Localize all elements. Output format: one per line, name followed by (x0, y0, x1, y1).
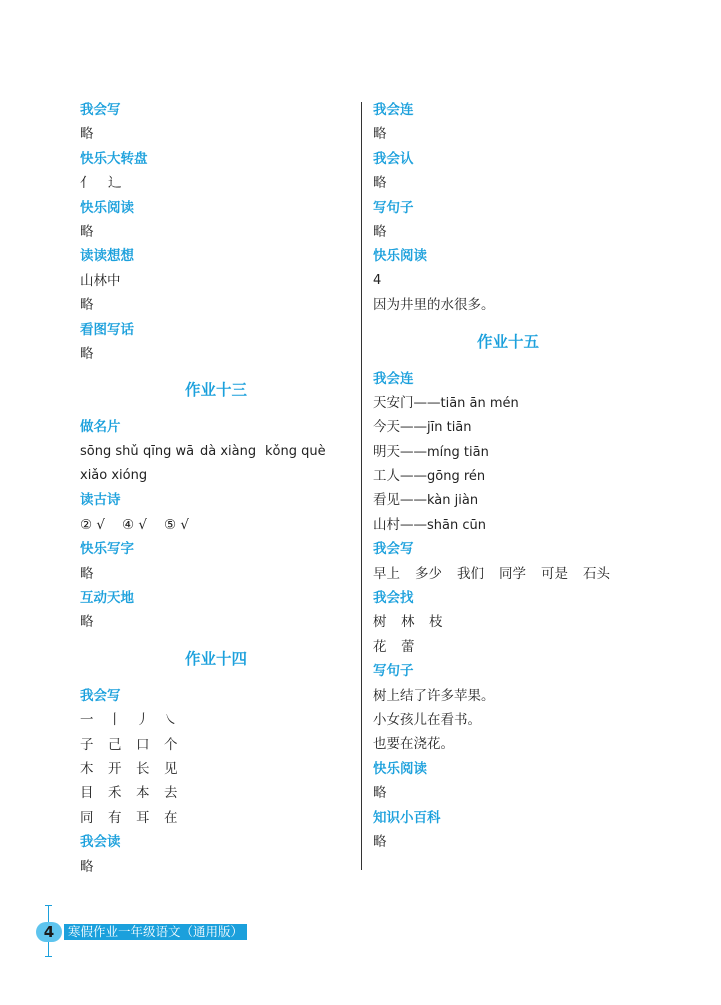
section-heading: 看图写话 (80, 321, 134, 338)
char-row (373, 610, 673, 634)
word: 我们 (457, 565, 484, 582)
section-heading: 知识小百科 (373, 809, 441, 826)
footer-tick (45, 905, 52, 906)
section-heading: 快乐大转盘 (80, 150, 148, 167)
char: 枝 (429, 614, 443, 631)
word: 可是 (541, 565, 568, 582)
char: 己 (108, 736, 122, 753)
answer-text (80, 171, 352, 195)
section-heading: 快乐阅读 (373, 760, 427, 777)
char: 去 (164, 785, 178, 802)
match-pinyin: kàn jiàn (427, 493, 479, 509)
section-heading: 做名片 (80, 419, 121, 436)
char: 长 (136, 760, 150, 777)
left-column (80, 98, 352, 879)
answer-text: 略 (80, 858, 94, 875)
match-item (373, 440, 673, 464)
section-heading: 我会认 (373, 150, 414, 167)
char: 丿 (136, 712, 150, 729)
section-heading: 我会连 (373, 102, 414, 118)
char: 木 (80, 760, 94, 777)
char-row (80, 757, 352, 781)
word-row (373, 562, 673, 586)
answer-text: 4 (373, 272, 382, 288)
check-answer: ② √ (80, 516, 105, 533)
answer-text: 略 (373, 833, 387, 850)
pinyin-line: xiǎo xióng (80, 468, 148, 484)
char: ㇏ (164, 712, 178, 729)
answer-text (80, 513, 352, 537)
section-heading: 快乐阅读 (80, 199, 134, 216)
section-heading: 快乐写字 (80, 541, 134, 558)
check-answer: ⑤ √ (164, 516, 189, 533)
radical: 辶 (108, 175, 122, 192)
char-row (80, 733, 352, 757)
char: 有 (108, 809, 122, 826)
answer-text: 略 (373, 175, 387, 192)
char: 禾 (108, 785, 122, 802)
char: 耳 (136, 809, 150, 826)
right-column (373, 98, 673, 854)
word: 同学 (499, 565, 526, 582)
page-number: 4 (36, 922, 62, 942)
match-word: 天安门—— (373, 394, 441, 411)
radical: 亻 (80, 175, 94, 192)
match-item (373, 513, 673, 537)
match-pinyin: shān cūn (427, 517, 486, 533)
match-word: 山村—— (373, 516, 427, 533)
section-heading: 我会写 (80, 102, 121, 118)
chapter-title: 作业十五 (476, 332, 539, 351)
match-pinyin: gōng rén (427, 469, 486, 485)
section-heading: 我会读 (80, 834, 121, 851)
answer-text: 小女孩儿在看书。 (373, 711, 481, 728)
answer-text: 略 (373, 223, 387, 240)
answer-text: 略 (373, 126, 387, 143)
match-item (373, 415, 673, 439)
section-heading: 读古诗 (80, 492, 121, 509)
answer-text: 树上结了许多苹果。 (373, 687, 495, 704)
pinyin-word: dà xiàng (200, 443, 257, 459)
match-word: 看见—— (373, 492, 427, 509)
char: 林 (401, 614, 415, 631)
answer-text: 也要在浇花。 (373, 736, 454, 753)
char: 一 (80, 712, 94, 729)
section-heading: 写句子 (373, 663, 414, 680)
match-pinyin: míng tiān (427, 444, 489, 460)
section-heading: 我会连 (373, 370, 414, 387)
section-heading: 读读想想 (80, 248, 134, 265)
pinyin-word: kǒng què (265, 443, 326, 459)
section-heading: 写句子 (373, 199, 414, 216)
answer-text: 略 (373, 785, 387, 802)
char: 本 (136, 785, 150, 802)
char: 开 (108, 760, 122, 777)
match-item (373, 488, 673, 512)
char: 花 (373, 638, 387, 655)
char: 树 (373, 614, 387, 631)
section-heading: 快乐阅读 (373, 248, 427, 265)
pinyin-line (80, 440, 352, 464)
section-heading: 我会写 (373, 541, 414, 558)
match-word: 工人—— (373, 468, 427, 485)
pinyin-word: qīng wā (143, 443, 195, 459)
char: 子 (80, 736, 94, 753)
section-heading: 我会写 (80, 687, 121, 704)
match-word: 今天—— (373, 419, 427, 436)
match-item (373, 391, 673, 415)
answer-text: 因为井里的水很多。 (373, 297, 495, 314)
char-row (80, 781, 352, 805)
char: 目 (80, 785, 94, 802)
pinyin-word: sōng shǔ (80, 443, 139, 459)
char: 丨 (108, 712, 122, 729)
answer-text: 略 (80, 126, 94, 143)
answer-text: 略 (80, 297, 94, 314)
chapter-title: 作业十三 (184, 381, 247, 400)
char: 在 (164, 809, 178, 826)
char: 蕾 (401, 638, 415, 655)
section-heading: 我会找 (373, 590, 414, 607)
answer-text: 略 (80, 223, 94, 240)
char-row (80, 708, 352, 732)
char-row (80, 806, 352, 830)
footer-tick (45, 956, 52, 957)
char-row (373, 635, 673, 659)
char: 口 (136, 736, 150, 753)
chapter-title: 作业十四 (184, 649, 247, 668)
book-title: 寒假作业一年级语文（通用版） (64, 924, 247, 940)
char: 个 (164, 736, 178, 753)
answer-text: 略 (80, 565, 94, 582)
word: 早上 (373, 565, 400, 582)
char: 同 (80, 809, 94, 826)
match-pinyin: tiān ān mén (440, 395, 519, 411)
answer-text: 山林中 (80, 272, 121, 289)
char: 见 (164, 760, 178, 777)
section-heading: 互动天地 (80, 590, 134, 607)
match-item (373, 464, 673, 488)
match-pinyin: jīn tiān (427, 420, 472, 436)
match-word: 明天—— (373, 443, 427, 460)
word: 石头 (583, 565, 610, 582)
answer-text: 略 (80, 345, 94, 362)
word: 多少 (415, 565, 442, 582)
answer-text: 略 (80, 614, 94, 631)
column-divider (361, 102, 362, 870)
check-answer: ④ √ (122, 516, 147, 533)
